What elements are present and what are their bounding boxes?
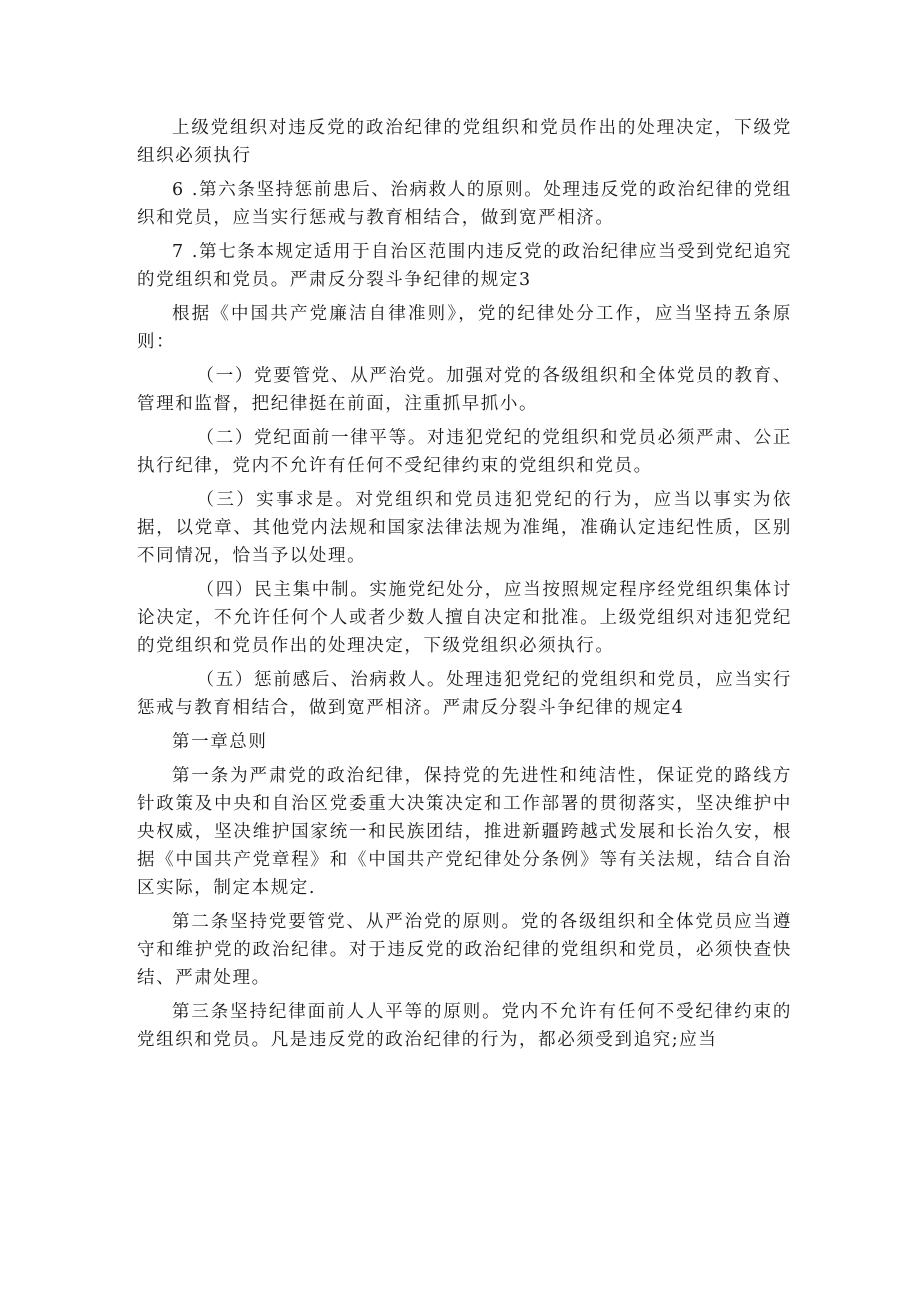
paragraph-principle-4: （四）民主集中制。实施党纪处分，应当按照规定程序经党组织集体讨论决定，不允许任何个人或者少数人擅自决定和批准。上级党组织对违犯党纪的党组织和党员作出的处理决定，下级党组织必须执行。	[137, 580, 792, 656]
paragraph-principle-5: （五）惩前感后、治病救人。处理违犯党纪的党组织和党员，应当实行惩戒与教育相结合，做到宽严相济。严肃反分裂斗争纪律的规定4	[137, 670, 792, 718]
paragraph-article-1: 第一条为严肃党的政治纪律，保持党的先进性和纯洁性，保证党的路线方针政策及中央和自治区党委重大决策决定和工作部署的贯彻落实，坚决维护中央权威，坚决维护国家统一和民族团结，推进新疆跨越式发展和长治久安，根据《中国共产党章程》和《中国共产党纪律处分条例》等有关法规，结合自治区实际，制定本规定.	[137, 766, 792, 898]
paragraph-article-3: 第三条坚持纪律面前人人平等的原则。党内不允许有任何不受纪律约束的党组织和党员。凡是违反党的政治纪律的行为，都必须受到追究;应当	[137, 1002, 792, 1050]
paragraph-principle-2: （二）党纪面前一律平等。对违犯党纪的党组织和党员必须严肃、公正执行纪律，党内不允许有任何不受纪律约束的党组织和党员。	[137, 428, 792, 476]
paragraph-principle-1: （一）党要管党、从严治党。加强对党的各级组织和全体党员的教育、管理和监督，把纪律挺在前面，注重抓早抓小。	[137, 366, 792, 414]
chapter-heading: 第一章总则	[172, 732, 268, 752]
paragraph-superior-decision: 上级党组织对违反党的政治纪律的党组织和党员作出的处理决定，下级党组织必须执行	[137, 118, 792, 166]
paragraph-item-7: 7 .第七条本规定适用于自治区范围内违反党的政治纪律应当受到党纪追究的党组织和党员。严肃反分裂斗争纪律的规定3	[137, 242, 792, 290]
paragraph-principle-3: （三）实事求是。对党组织和党员违犯党纪的行为，应当以事实为依据，以党章、其他党内法规和国家法律法规为准绳，准确认定违纪性质，区别不同情况，恰当予以处理。	[137, 490, 792, 566]
paragraph-article-2: 第二条坚持党要管党、从严治党的原则。党的各级组织和全体党员应当遵守和维护党的政治纪律。对于违反党的政治纪律的党组织和党员，必须快查快结、严肃处理。	[137, 912, 792, 988]
paragraph-five-principles-intro: 根据《中国共产党廉洁自律准则》，党的纪律处分工作，应当坚持五条原则：	[137, 304, 792, 352]
paragraph-item-6: 6 .第六条坚持惩前患后、治病救人的原则。处理违反党的政治纪律的党组织和党员，应当实行惩戒与教育相结合，做到宽严相济。	[137, 180, 792, 228]
document-body	[137, 114, 792, 1060]
